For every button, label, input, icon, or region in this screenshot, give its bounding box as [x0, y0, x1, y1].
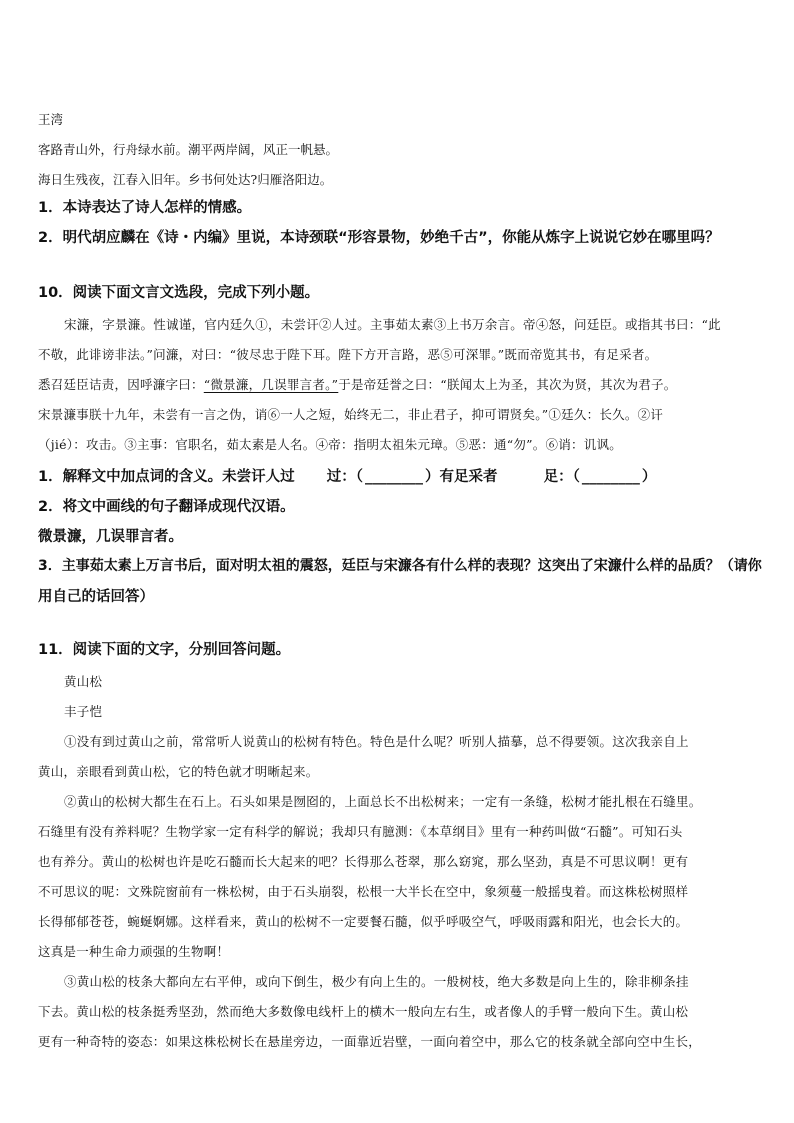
article-line-11: 更有一种奇特的姿态：如果这株松树长在悬崖旁边，一面靠近岩壁，一面向着空中，那么它的枝条就全部向空中生长， [38, 1034, 702, 1049]
article-author: 丰子恺 [64, 704, 103, 719]
poem-question-1: 1．本诗表达了诗人怎样的情感。 [38, 200, 252, 216]
answer-blank-1[interactable]: ________ [364, 469, 423, 485]
article-line-10: 下去。黄山松的枝条挺秀坚劲，然而绝大多数像电线杆上的横木一般向左右生，或者像人的手臂一般向下生。黄山松 [38, 1004, 689, 1019]
q10-sub2: 2．将文中画线的句子翻译成现代汉语。 [38, 499, 295, 515]
poem-line-1: 客路青山外，行舟绿水前。潮平两岸阔，风正一帆悬。 [38, 142, 339, 157]
article-line-9: ③黄山松的枝条大都向左右平伸，或向下倒生，极少有向上生的。一般树枝，绝大多数是向上生的，除非柳条挂 [64, 974, 689, 989]
q10-sub1-prefix: 1．解释文中加点词的含义。未尝讦人过 [38, 469, 295, 485]
q10-sub2-sentence: 微景濂，几误罪言者。 [38, 529, 183, 545]
q10-sub1-term1: 过：（ [326, 469, 363, 485]
q10-sub3-line1: 3．主事茹太素上万言书后，面对明太祖的震怒，廷臣与宋濂各有什么样的表现？这突出了宋濂什么样的品质？（请你 [38, 558, 762, 574]
article-line-1: ①没有到过黄山之前，常常听人说黄山的松树有特色。特色是什么呢？听别人描摹，总不得要领。这次我亲自上 [64, 734, 689, 749]
passage-line-1: 宋濂，字景濂。性诚谨，官内廷久①，未尝讦②人过。主事茹太素③上书万余言。帝④怒，问廷臣。或指其书曰：“此 [64, 317, 721, 332]
answer-blank-2[interactable]: ________ [581, 469, 640, 485]
passage-line-2: 不敬，此诽谤非法。”问濂，对曰：“彼尽忠于陛下耳。陛下方开言路，恶⑤可深罪。”既而帝览其书，有足采者。 [38, 347, 658, 362]
question-10-heading: 10．阅读下面文言文选段，完成下列小题。 [38, 285, 320, 301]
poem-author: 王湾 [38, 112, 64, 127]
article-line-5: 也有养分。黄山的松树也许是吃石髓而长大起来的吧？长得那么苍翠，那么窈窕，那么坚劲，真是不可思议啊！更有 [38, 854, 689, 869]
article-title: 黄山松 [64, 674, 103, 689]
q10-sub3-line2: 用自己的话回答） [38, 589, 154, 605]
passage-line-3 [38, 375, 676, 393]
article-line-4: 石缝里有没有养料呢？生物学家一定有科学的解说；我却只有臆测：《本草纲目》里有一种药叫做“石髓”。可知石头 [38, 824, 683, 839]
passage-line-5: （jié）：攻击。③主事：官职名，茹太素是人名。④帝：指明太祖朱元璋。⑤恶：通“勿”。⑥诮：讥讽。 [38, 437, 623, 452]
passage-line-3-end: 于是帝廷誉之曰：“朕闻太上为圣，其次为贤，其次为君子。 [338, 377, 677, 392]
underlined-sentence: “微景濂，几误罪言者。” [203, 377, 339, 392]
poem-line-2: 海日生残夜，江春入旧年。乡书何处达?归雁洛阳边。 [38, 172, 333, 187]
question-11-heading: 11．阅读下面的文字，分别回答问题。 [38, 642, 291, 658]
article-line-2: 黄山，亲眼看到黄山松，它的特色就才明晰起来。 [38, 764, 319, 779]
passage-line-4: 宋景濂事朕十九年，未尝有一言之伪，诮⑥一人之短，始终无二，非止君子，抑可谓贤矣。”①廷久：长久。②讦 [38, 407, 664, 422]
article-line-3: ②黄山的松树大都生在石上。石头如果是囫囵的，上面总长不出松树来；一定有一条缝，松树才能扎根在石缝里。 [64, 794, 702, 809]
article-line-7: 长得郁郁苍苍，蜿蜒婀娜。这样看来，黄山的松树不一定要餐石髓，似乎呼吸空气，呼吸雨露和阳光，也会长大的。 [38, 914, 689, 929]
q10-sub1-term2: 足：（ [543, 469, 580, 485]
q10-sub1-mid: ）有足采者 [424, 469, 498, 485]
poem-question-2: 2．明代胡应麟在《诗・内编》里说，本诗颈联“形容景物，妙绝千古”，你能从炼字上说说它妙在哪里吗？ [38, 230, 720, 246]
q10-sub1-end: ） [641, 469, 657, 485]
article-line-8: 这真是一种生命力顽强的生物啊！ [38, 944, 230, 959]
q10-sub1 [38, 465, 656, 486]
article-line-6: 不可思议的呢：文殊院窗前有一株松树，由于石头崩裂，松根一大半长在空中，象须蔓一般摇曳着。而这株松树照样 [38, 884, 689, 899]
passage-line-3-start: 悉召廷臣诘责，因呼濂字曰： [38, 377, 204, 392]
